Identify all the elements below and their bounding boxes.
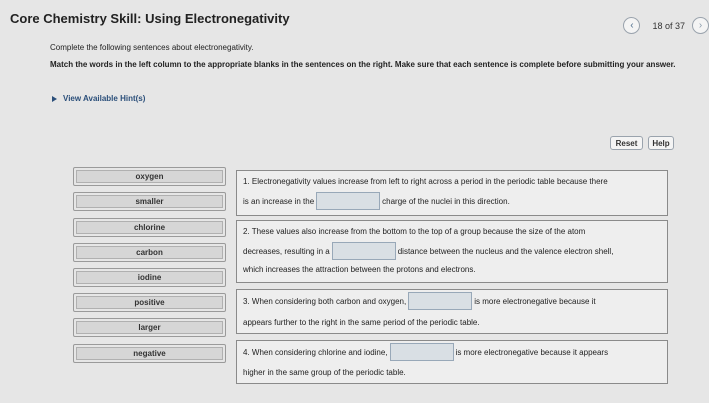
sentence-4 bbox=[236, 340, 668, 384]
sentence-2-line-3: which increases the attraction between the protons and electrons. bbox=[243, 265, 476, 274]
sentence-text: charge of the nuclei in this direction. bbox=[382, 196, 510, 206]
word-tile-label: chlorine bbox=[76, 221, 223, 234]
word-tile-label: positive bbox=[76, 296, 223, 309]
sentence-text: is more electronegative because it appears bbox=[455, 347, 609, 357]
expand-triangle-icon bbox=[52, 96, 57, 102]
sentence-4-line-2: higher in the same group of the periodic table. bbox=[243, 368, 406, 377]
sentence-1-line-1: 1. Electronegativity values increase from left to right across a period in the periodic table because there bbox=[243, 177, 608, 186]
sentence-text: 3. When considering both carbon and oxygen, bbox=[243, 296, 407, 306]
chevron-left-icon: ‹ bbox=[630, 19, 634, 31]
sentence-2-line-1: 2. These values also increase from the bottom to the top of a group because the size of the atom bbox=[243, 227, 586, 236]
sentence-1-line-2 bbox=[243, 192, 510, 210]
directions-text: Match the words in the left column to the appropriate blanks in the sentences on the right. Make sure that each sentence is complete before submitting your answer. bbox=[50, 60, 676, 69]
word-tile-label: larger bbox=[76, 321, 223, 334]
word-tile-iodine[interactable] bbox=[73, 268, 226, 287]
previous-page-button[interactable] bbox=[623, 17, 640, 34]
page-count: 18 of 37 bbox=[652, 20, 685, 31]
sentence-text: 4. When considering chlorine and iodine, bbox=[243, 347, 388, 357]
intro-text: Complete the following sentences about electronegativity. bbox=[50, 43, 254, 52]
sentence-text: is more electronegative because it bbox=[474, 296, 596, 306]
sentence-3-line-1 bbox=[243, 292, 596, 310]
sentence-3 bbox=[236, 289, 668, 334]
word-tile-smaller[interactable] bbox=[73, 192, 226, 211]
pager bbox=[623, 17, 703, 34]
drop-target-blank-2[interactable] bbox=[332, 242, 396, 260]
sentence-text: is an increase in the bbox=[243, 196, 315, 206]
view-hints-link[interactable] bbox=[52, 94, 145, 103]
drop-target-blank-3[interactable] bbox=[408, 292, 472, 310]
word-tile-label: negative bbox=[76, 347, 223, 360]
drop-target-blank-4[interactable] bbox=[390, 343, 454, 361]
drop-target-blank-1[interactable] bbox=[316, 192, 380, 210]
sentence-2 bbox=[236, 220, 668, 283]
help-button[interactable]: Help bbox=[648, 136, 674, 150]
word-tile-carbon[interactable] bbox=[73, 243, 226, 262]
next-page-button[interactable] bbox=[692, 17, 709, 34]
word-tile-chlorine[interactable] bbox=[73, 218, 226, 237]
sentence-text: distance between the nucleus and the valence electron shell, bbox=[397, 246, 614, 256]
word-tile-positive[interactable] bbox=[73, 293, 226, 312]
word-tile-label: smaller bbox=[76, 195, 223, 208]
page-title: Core Chemistry Skill: Using Electronegativity bbox=[10, 11, 290, 26]
view-hints-label: View Available Hint(s) bbox=[63, 94, 146, 103]
sentence-1 bbox=[236, 170, 668, 216]
word-tile-larger[interactable] bbox=[73, 318, 226, 337]
word-tile-oxygen[interactable] bbox=[73, 167, 226, 186]
sentence-text: decreases, resulting in a bbox=[243, 246, 330, 256]
reset-button[interactable]: Reset bbox=[610, 136, 643, 150]
word-tile-label: iodine bbox=[76, 271, 223, 284]
sentence-3-line-2: appears further to the right in the same period of the periodic table. bbox=[243, 318, 480, 327]
word-tile-label: carbon bbox=[76, 246, 223, 259]
sentence-4-line-1 bbox=[243, 343, 608, 361]
word-tile-negative[interactable] bbox=[73, 344, 226, 363]
sentence-2-line-2 bbox=[243, 242, 613, 260]
chevron-right-icon: › bbox=[698, 19, 703, 31]
word-tile-label: oxygen bbox=[76, 170, 223, 183]
